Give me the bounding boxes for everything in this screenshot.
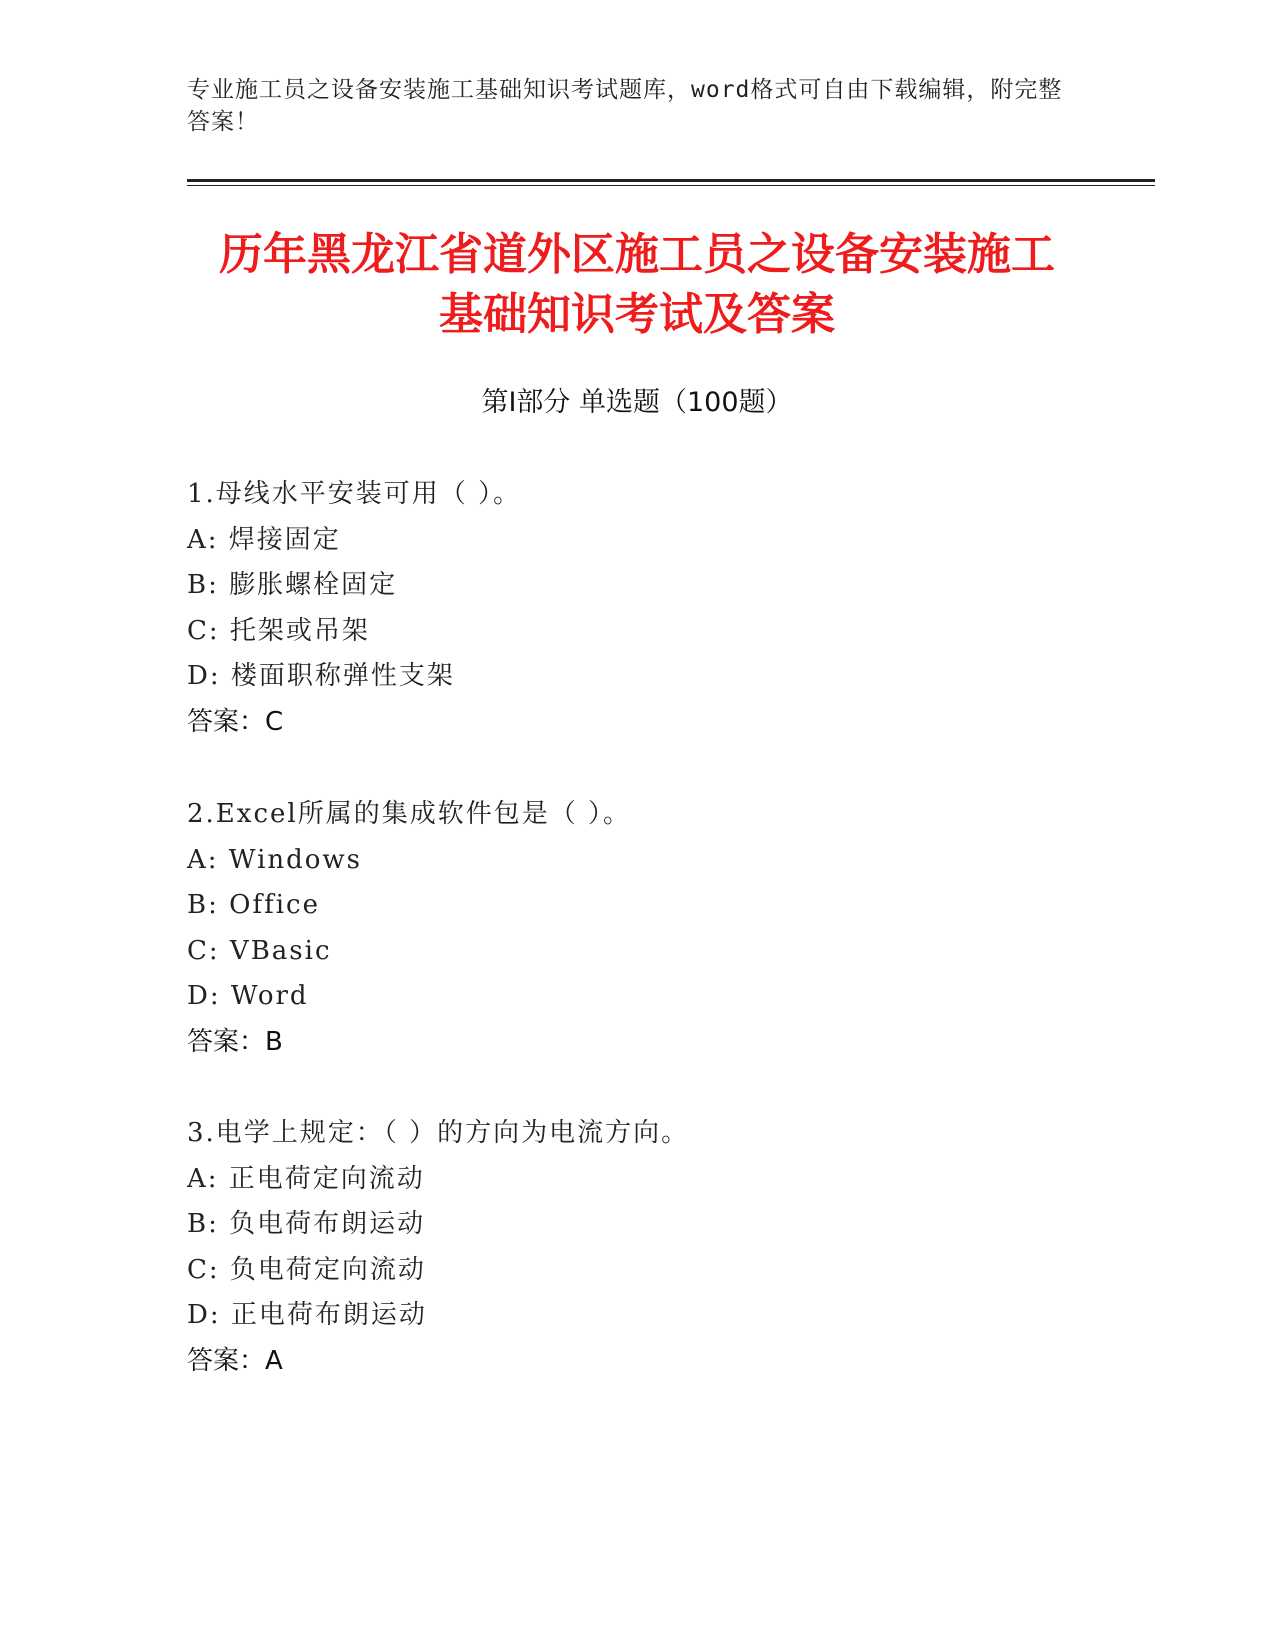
header-rule-thin <box>187 185 1155 186</box>
option-b: B: 负电荷布朗运动 <box>187 1209 426 1239</box>
option-a: A: Windows <box>187 844 363 875</box>
option-b: B: 膨胀螺栓固定 <box>187 570 398 600</box>
section-title: 第Ⅰ部分 单选题（100题） <box>481 387 793 418</box>
option-c: C: 负电荷定向流动 <box>187 1254 426 1285</box>
question-1 <box>187 472 1147 745</box>
answer: 答案：A <box>187 1345 283 1376</box>
option-c: C: 托架或吊架 <box>187 615 370 646</box>
option-d: D: Word <box>187 981 309 1011</box>
answer: 答案：B <box>187 1026 283 1057</box>
document-title-line-1: 历年黑龙江省道外区施工员之设备安装施工 <box>219 229 1055 280</box>
option-a: A: 焊接固定 <box>187 524 341 555</box>
question-3 <box>187 1111 1147 1384</box>
option-b: B: Office <box>187 890 320 920</box>
question-2 <box>187 792 1147 1065</box>
option-d: D: 正电荷布朗运动 <box>187 1300 427 1330</box>
question-stem: 3.电学上规定：（ ）的方向为电流方向。 <box>187 1118 690 1148</box>
answer: 答案：C <box>187 706 284 737</box>
header-note: 专业施工员之设备安装施工基础知识考试题库，word格式可自由下载编辑，附完整答案！ <box>187 77 1063 135</box>
option-a: A: 正电荷定向流动 <box>187 1163 425 1194</box>
document-title <box>137 225 1137 345</box>
header-rule-thick <box>187 179 1155 182</box>
option-d: D: 楼面职称弹性支架 <box>187 661 455 691</box>
question-stem: 2.Excel所属的集成软件包是（ ）。 <box>187 799 631 829</box>
question-stem: 1.母线水平安装可用（ ）。 <box>187 479 522 509</box>
document-title-line-2: 基础知识考试及答案 <box>439 289 835 340</box>
option-c: C: VBasic <box>187 935 332 966</box>
